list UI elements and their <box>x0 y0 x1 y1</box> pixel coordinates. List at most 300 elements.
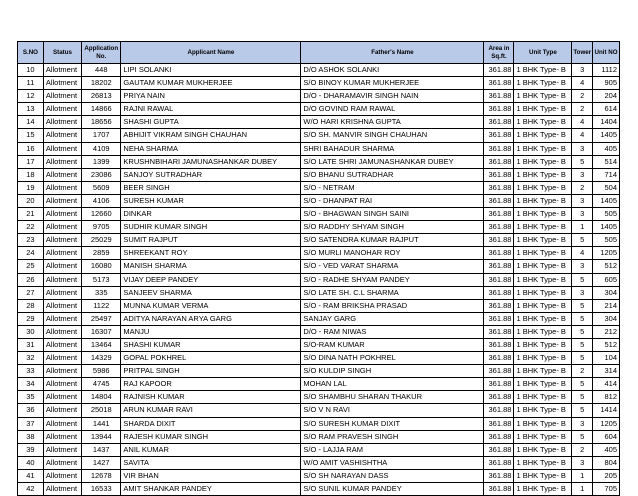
cell-area: 361.88 <box>484 273 514 286</box>
cell-tower: 3 <box>572 286 593 299</box>
cell-area: 361.88 <box>484 352 514 365</box>
cell-unit-no: 605 <box>593 273 620 286</box>
cell-area: 361.88 <box>484 483 514 496</box>
cell-tower: 5 <box>572 273 593 286</box>
cell-unit-type: 1 BHK Type- B <box>514 443 572 456</box>
cell-unit-type: 1 BHK Type- B <box>514 352 572 365</box>
cell-application-no: 25018 <box>82 404 121 417</box>
cell-unit-no: 604 <box>593 430 620 443</box>
cell-unit-type: 1 BHK Type- B <box>514 103 572 116</box>
cell-unit-no: 414 <box>593 378 620 391</box>
cell-unit-type: 1 BHK Type- B <box>514 417 572 430</box>
cell-tower: 3 <box>572 260 593 273</box>
cell-applicant-name: SANJOY SUTRADHAR <box>121 168 301 181</box>
cell-application-no: 18202 <box>82 77 121 90</box>
cell-application-no: 1122 <box>82 299 121 312</box>
cell-application-no: 12678 <box>82 469 121 482</box>
cell-unit-no: 905 <box>593 77 620 90</box>
cell-status: Allotment <box>43 234 81 247</box>
cell-sno: 26 <box>18 273 44 286</box>
cell-tower: 1 <box>572 483 593 496</box>
cell-fathers-name: S/O SURESH KUMAR DIXIT <box>301 417 484 430</box>
cell-tower: 5 <box>572 155 593 168</box>
cell-unit-type: 1 BHK Type- B <box>514 299 572 312</box>
table-row <box>18 338 620 351</box>
cell-sno: 27 <box>18 286 44 299</box>
cell-status: Allotment <box>43 299 81 312</box>
cell-tower: 2 <box>572 443 593 456</box>
cell-unit-no: 504 <box>593 181 620 194</box>
cell-tower: 3 <box>572 168 593 181</box>
cell-sno: 39 <box>18 443 44 456</box>
cell-status: Allotment <box>43 338 81 351</box>
cell-unit-type: 1 BHK Type- B <box>514 90 572 103</box>
header-status: Status <box>43 42 81 64</box>
table-row <box>18 247 620 260</box>
cell-fathers-name: S/O BINOY KUMAR MUKHERJEE <box>301 77 484 90</box>
cell-application-no: 16533 <box>82 483 121 496</box>
cell-application-no: 14329 <box>82 352 121 365</box>
cell-application-no: 13944 <box>82 430 121 443</box>
cell-fathers-name: S/O V N RAVI <box>301 404 484 417</box>
cell-area: 361.88 <box>484 142 514 155</box>
cell-fathers-name: SHRI BAHADUR SHARMA <box>301 142 484 155</box>
header-unit-type: Unit Type <box>514 42 572 64</box>
cell-area: 361.88 <box>484 469 514 482</box>
cell-tower: 2 <box>572 103 593 116</box>
table-row <box>18 181 620 194</box>
cell-unit-no: 812 <box>593 391 620 404</box>
cell-unit-type: 1 BHK Type- B <box>514 378 572 391</box>
cell-application-no: 23086 <box>82 168 121 181</box>
cell-applicant-name: VIR BHAN <box>121 469 301 482</box>
header-application-no: Application No. <box>82 42 121 64</box>
cell-unit-no: 1205 <box>593 247 620 260</box>
cell-status: Allotment <box>43 247 81 260</box>
cell-unit-no: 614 <box>593 103 620 116</box>
cell-tower: 5 <box>572 299 593 312</box>
cell-status: Allotment <box>43 378 81 391</box>
table-row <box>18 299 620 312</box>
cell-tower: 5 <box>572 325 593 338</box>
cell-status: Allotment <box>43 77 81 90</box>
cell-tower: 3 <box>572 64 593 77</box>
table-row <box>18 90 620 103</box>
cell-application-no: 335 <box>82 286 121 299</box>
cell-sno: 40 <box>18 456 44 469</box>
cell-status: Allotment <box>43 352 81 365</box>
header-fathers-name: Father's Name <box>301 42 484 64</box>
cell-sno: 36 <box>18 404 44 417</box>
cell-fathers-name: S/O DINA NATH POKHREL <box>301 352 484 365</box>
cell-applicant-name: RAJNISH KUMAR <box>121 391 301 404</box>
cell-applicant-name: GOPAL POKHREL <box>121 352 301 365</box>
cell-tower: 5 <box>572 404 593 417</box>
cell-sno: 41 <box>18 469 44 482</box>
table-row <box>18 391 620 404</box>
cell-tower: 5 <box>572 234 593 247</box>
cell-sno: 24 <box>18 247 44 260</box>
cell-area: 361.88 <box>484 181 514 194</box>
cell-application-no: 14866 <box>82 103 121 116</box>
cell-unit-no: 512 <box>593 338 620 351</box>
cell-tower: 5 <box>572 378 593 391</box>
cell-unit-no: 1112 <box>593 64 620 77</box>
table-row <box>18 469 620 482</box>
cell-applicant-name: NEHA SHARMA <box>121 142 301 155</box>
cell-applicant-name: RAJNI RAWAL <box>121 103 301 116</box>
cell-unit-no: 714 <box>593 168 620 181</box>
cell-applicant-name: DINKAR <box>121 208 301 221</box>
cell-unit-type: 1 BHK Type- B <box>514 312 572 325</box>
cell-applicant-name: GAUTAM KUMAR MUKHERJEE <box>121 77 301 90</box>
table-row <box>18 155 620 168</box>
table-row <box>18 103 620 116</box>
header-area: Area in Sq.ft. <box>484 42 514 64</box>
cell-status: Allotment <box>43 417 81 430</box>
cell-unit-type: 1 BHK Type- B <box>514 404 572 417</box>
cell-fathers-name: S/O - BHAGWAN SINGH SAINI <box>301 208 484 221</box>
cell-status: Allotment <box>43 286 81 299</box>
cell-status: Allotment <box>43 181 81 194</box>
table-row <box>18 142 620 155</box>
table-row <box>18 273 620 286</box>
cell-sno: 35 <box>18 391 44 404</box>
cell-applicant-name: SHARDA DIXIT <box>121 417 301 430</box>
cell-sno: 16 <box>18 142 44 155</box>
cell-status: Allotment <box>43 168 81 181</box>
table-body <box>18 64 620 496</box>
cell-unit-type: 1 BHK Type- B <box>514 325 572 338</box>
cell-unit-no: 512 <box>593 260 620 273</box>
cell-area: 361.88 <box>484 286 514 299</box>
cell-unit-no: 304 <box>593 312 620 325</box>
cell-sno: 30 <box>18 325 44 338</box>
cell-fathers-name: S/O SH NARAYAN DASS <box>301 469 484 482</box>
table-row <box>18 365 620 378</box>
cell-fathers-name: W/O AMIT VASHISHTHA <box>301 456 484 469</box>
cell-unit-type: 1 BHK Type- B <box>514 365 572 378</box>
cell-tower: 4 <box>572 77 593 90</box>
cell-applicant-name: ADITYA NARAYAN ARYA GARG <box>121 312 301 325</box>
header-unit-no: Unit NO <box>593 42 620 64</box>
cell-area: 361.88 <box>484 208 514 221</box>
cell-application-no: 448 <box>82 64 121 77</box>
cell-unit-type: 1 BHK Type- B <box>514 483 572 496</box>
cell-sno: 37 <box>18 417 44 430</box>
table-row <box>18 129 620 142</box>
cell-status: Allotment <box>43 312 81 325</box>
cell-fathers-name: S/O-RAM KUMAR <box>301 338 484 351</box>
cell-application-no: 16080 <box>82 260 121 273</box>
cell-tower: 2 <box>572 181 593 194</box>
cell-application-no: 5609 <box>82 181 121 194</box>
cell-tower: 5 <box>572 391 593 404</box>
cell-tower: 5 <box>572 430 593 443</box>
cell-unit-type: 1 BHK Type- B <box>514 221 572 234</box>
cell-applicant-name: SHASHI KUMAR <box>121 338 301 351</box>
cell-status: Allotment <box>43 194 81 207</box>
table-row <box>18 443 620 456</box>
cell-application-no: 1707 <box>82 129 121 142</box>
table-row <box>18 208 620 221</box>
cell-unit-no: 804 <box>593 456 620 469</box>
cell-tower: 4 <box>572 116 593 129</box>
cell-fathers-name: S/O RADDHY SHYAM SINGH <box>301 221 484 234</box>
cell-tower: 1 <box>572 469 593 482</box>
cell-application-no: 16307 <box>82 325 121 338</box>
cell-applicant-name: SHREEKANT ROY <box>121 247 301 260</box>
cell-fathers-name: S/O SH. MANVIR SINGH CHAUHAN <box>301 129 484 142</box>
cell-applicant-name: MANJU <box>121 325 301 338</box>
cell-unit-type: 1 BHK Type- B <box>514 64 572 77</box>
cell-fathers-name: MOHAN LAL <box>301 378 484 391</box>
cell-status: Allotment <box>43 103 81 116</box>
cell-status: Allotment <box>43 208 81 221</box>
cell-unit-type: 1 BHK Type- B <box>514 208 572 221</box>
cell-application-no: 13464 <box>82 338 121 351</box>
cell-fathers-name: S/O MURLI MANOHAR ROY <box>301 247 484 260</box>
cell-application-no: 1441 <box>82 417 121 430</box>
cell-unit-no: 1404 <box>593 116 620 129</box>
cell-sno: 10 <box>18 64 44 77</box>
cell-tower: 4 <box>572 247 593 260</box>
cell-area: 361.88 <box>484 325 514 338</box>
table-row <box>18 325 620 338</box>
cell-area: 361.88 <box>484 443 514 456</box>
cell-applicant-name: RAJESH KUMAR SINGH <box>121 430 301 443</box>
cell-sno: 13 <box>18 103 44 116</box>
cell-fathers-name: S/O BHANU SUTRADHAR <box>301 168 484 181</box>
cell-area: 361.88 <box>484 378 514 391</box>
cell-area: 361.88 <box>484 168 514 181</box>
cell-area: 361.88 <box>484 456 514 469</box>
cell-unit-type: 1 BHK Type- B <box>514 430 572 443</box>
cell-area: 361.88 <box>484 260 514 273</box>
table-row <box>18 430 620 443</box>
cell-applicant-name: SURESH KUMAR <box>121 194 301 207</box>
cell-sno: 31 <box>18 338 44 351</box>
cell-fathers-name: S/O RAM PRAVESH SINGH <box>301 430 484 443</box>
cell-unit-type: 1 BHK Type- B <box>514 155 572 168</box>
table-row <box>18 417 620 430</box>
cell-area: 361.88 <box>484 234 514 247</box>
cell-tower: 5 <box>572 312 593 325</box>
cell-applicant-name: SAVITA <box>121 456 301 469</box>
table-row <box>18 116 620 129</box>
table-row <box>18 221 620 234</box>
cell-unit-no: 1405 <box>593 221 620 234</box>
allotment-sheet <box>17 41 620 496</box>
cell-area: 361.88 <box>484 116 514 129</box>
cell-status: Allotment <box>43 404 81 417</box>
cell-unit-type: 1 BHK Type- B <box>514 456 572 469</box>
cell-application-no: 4106 <box>82 194 121 207</box>
table-row <box>18 168 620 181</box>
cell-status: Allotment <box>43 64 81 77</box>
cell-sno: 25 <box>18 260 44 273</box>
cell-tower: 3 <box>572 456 593 469</box>
cell-applicant-name: RAJ KAPOOR <box>121 378 301 391</box>
cell-unit-type: 1 BHK Type- B <box>514 273 572 286</box>
table-row <box>18 312 620 325</box>
cell-applicant-name: LIPI SOLANKI <box>121 64 301 77</box>
cell-status: Allotment <box>43 90 81 103</box>
cell-area: 361.88 <box>484 77 514 90</box>
cell-tower: 3 <box>572 208 593 221</box>
header-row <box>18 42 620 64</box>
cell-status: Allotment <box>43 483 81 496</box>
cell-unit-no: 205 <box>593 469 620 482</box>
cell-status: Allotment <box>43 260 81 273</box>
cell-sno: 19 <box>18 181 44 194</box>
cell-status: Allotment <box>43 456 81 469</box>
cell-sno: 22 <box>18 221 44 234</box>
cell-unit-type: 1 BHK Type- B <box>514 116 572 129</box>
cell-area: 361.88 <box>484 90 514 103</box>
cell-fathers-name: S/O - RADHE SHYAM PANDEY <box>301 273 484 286</box>
cell-status: Allotment <box>43 155 81 168</box>
cell-unit-no: 304 <box>593 286 620 299</box>
cell-application-no: 18656 <box>82 116 121 129</box>
table-row <box>18 194 620 207</box>
cell-applicant-name: SANJEEV SHARMA <box>121 286 301 299</box>
cell-tower: 1 <box>572 221 593 234</box>
cell-unit-type: 1 BHK Type- B <box>514 260 572 273</box>
cell-unit-no: 1405 <box>593 194 620 207</box>
cell-area: 361.88 <box>484 404 514 417</box>
cell-sno: 38 <box>18 430 44 443</box>
cell-sno: 14 <box>18 116 44 129</box>
table-row <box>18 260 620 273</box>
cell-applicant-name: SUDHIR KUMAR SINGH <box>121 221 301 234</box>
cell-application-no: 1399 <box>82 155 121 168</box>
cell-application-no: 4109 <box>82 142 121 155</box>
cell-applicant-name: BEER SINGH <box>121 181 301 194</box>
cell-sno: 28 <box>18 299 44 312</box>
cell-status: Allotment <box>43 116 81 129</box>
cell-unit-type: 1 BHK Type- B <box>514 77 572 90</box>
cell-unit-type: 1 BHK Type- B <box>514 469 572 482</box>
cell-area: 361.88 <box>484 247 514 260</box>
cell-status: Allotment <box>43 129 81 142</box>
cell-tower: 5 <box>572 338 593 351</box>
table-row <box>18 404 620 417</box>
cell-applicant-name: KRUSHNBIHARI JAMUNASHANKAR DUBEY <box>121 155 301 168</box>
cell-area: 361.88 <box>484 430 514 443</box>
cell-application-no: 26813 <box>82 90 121 103</box>
cell-application-no: 2859 <box>82 247 121 260</box>
cell-applicant-name: MANISH SHARMA <box>121 260 301 273</box>
cell-area: 361.88 <box>484 312 514 325</box>
cell-unit-no: 214 <box>593 299 620 312</box>
cell-fathers-name: S/O - RAM BRIKSHA PRASAD <box>301 299 484 312</box>
table-row <box>18 286 620 299</box>
cell-status: Allotment <box>43 325 81 338</box>
cell-fathers-name: S/O - LAJJA RAM <box>301 443 484 456</box>
cell-unit-no: 514 <box>593 155 620 168</box>
cell-area: 361.88 <box>484 338 514 351</box>
cell-applicant-name: SHASHI GUPTA <box>121 116 301 129</box>
table-row <box>18 378 620 391</box>
cell-fathers-name: D/O GOVIND RAM RAWAL <box>301 103 484 116</box>
cell-applicant-name: AMIT SHANKAR PANDEY <box>121 483 301 496</box>
cell-tower: 5 <box>572 352 593 365</box>
cell-area: 361.88 <box>484 129 514 142</box>
cell-status: Allotment <box>43 273 81 286</box>
cell-application-no: 25029 <box>82 234 121 247</box>
cell-sno: 29 <box>18 312 44 325</box>
cell-fathers-name: S/O LATE SHRI JAMUNASHANKAR DUBEY <box>301 155 484 168</box>
table-row <box>18 352 620 365</box>
cell-fathers-name: S/O - DHANPAT RAI <box>301 194 484 207</box>
cell-fathers-name: S/O LATE SH. C.L SHARMA <box>301 286 484 299</box>
header-tower: Tower <box>572 42 593 64</box>
cell-unit-no: 705 <box>593 483 620 496</box>
cell-sno: 12 <box>18 90 44 103</box>
cell-area: 361.88 <box>484 194 514 207</box>
cell-unit-no: 405 <box>593 443 620 456</box>
cell-sno: 11 <box>18 77 44 90</box>
cell-application-no: 4745 <box>82 378 121 391</box>
cell-fathers-name: D/O - RAM NIWAS <box>301 325 484 338</box>
cell-unit-no: 405 <box>593 142 620 155</box>
cell-unit-no: 204 <box>593 90 620 103</box>
cell-status: Allotment <box>43 430 81 443</box>
cell-area: 361.88 <box>484 155 514 168</box>
cell-sno: 15 <box>18 129 44 142</box>
cell-applicant-name: ABHIJIT VIKRAM SINGH CHAUHAN <box>121 129 301 142</box>
cell-unit-no: 212 <box>593 325 620 338</box>
table-row <box>18 456 620 469</box>
cell-applicant-name: ANIL KUMAR <box>121 443 301 456</box>
cell-unit-no: 505 <box>593 208 620 221</box>
cell-unit-no: 1405 <box>593 129 620 142</box>
cell-fathers-name: S/O SUNIL KUMAR PANDEY <box>301 483 484 496</box>
cell-unit-type: 1 BHK Type- B <box>514 181 572 194</box>
cell-tower: 2 <box>572 90 593 103</box>
cell-status: Allotment <box>43 391 81 404</box>
cell-unit-type: 1 BHK Type- B <box>514 338 572 351</box>
cell-status: Allotment <box>43 365 81 378</box>
cell-fathers-name: S/O KULDIP SINGH <box>301 365 484 378</box>
cell-unit-no: 1414 <box>593 404 620 417</box>
cell-application-no: 1427 <box>82 456 121 469</box>
cell-application-no: 5986 <box>82 365 121 378</box>
table-row <box>18 77 620 90</box>
cell-unit-type: 1 BHK Type- B <box>514 391 572 404</box>
cell-applicant-name: PRITPAL SINGH <box>121 365 301 378</box>
table-row <box>18 234 620 247</box>
cell-area: 361.88 <box>484 391 514 404</box>
cell-fathers-name: S/O - VED VARAT SHARMA <box>301 260 484 273</box>
cell-status: Allotment <box>43 443 81 456</box>
cell-application-no: 1437 <box>82 443 121 456</box>
cell-tower: 2 <box>572 365 593 378</box>
cell-sno: 34 <box>18 378 44 391</box>
cell-sno: 18 <box>18 168 44 181</box>
cell-fathers-name: D/O ASHOK SOLANKI <box>301 64 484 77</box>
cell-area: 361.88 <box>484 365 514 378</box>
cell-status: Allotment <box>43 469 81 482</box>
cell-applicant-name: ARUN KUMAR RAVI <box>121 404 301 417</box>
cell-sno: 21 <box>18 208 44 221</box>
cell-fathers-name: S/O - NETRAM <box>301 181 484 194</box>
cell-unit-type: 1 BHK Type- B <box>514 247 572 260</box>
cell-unit-type: 1 BHK Type- B <box>514 194 572 207</box>
cell-unit-type: 1 BHK Type- B <box>514 234 572 247</box>
cell-fathers-name: D/O - DHARAMAVIR SINGH NAIN <box>301 90 484 103</box>
